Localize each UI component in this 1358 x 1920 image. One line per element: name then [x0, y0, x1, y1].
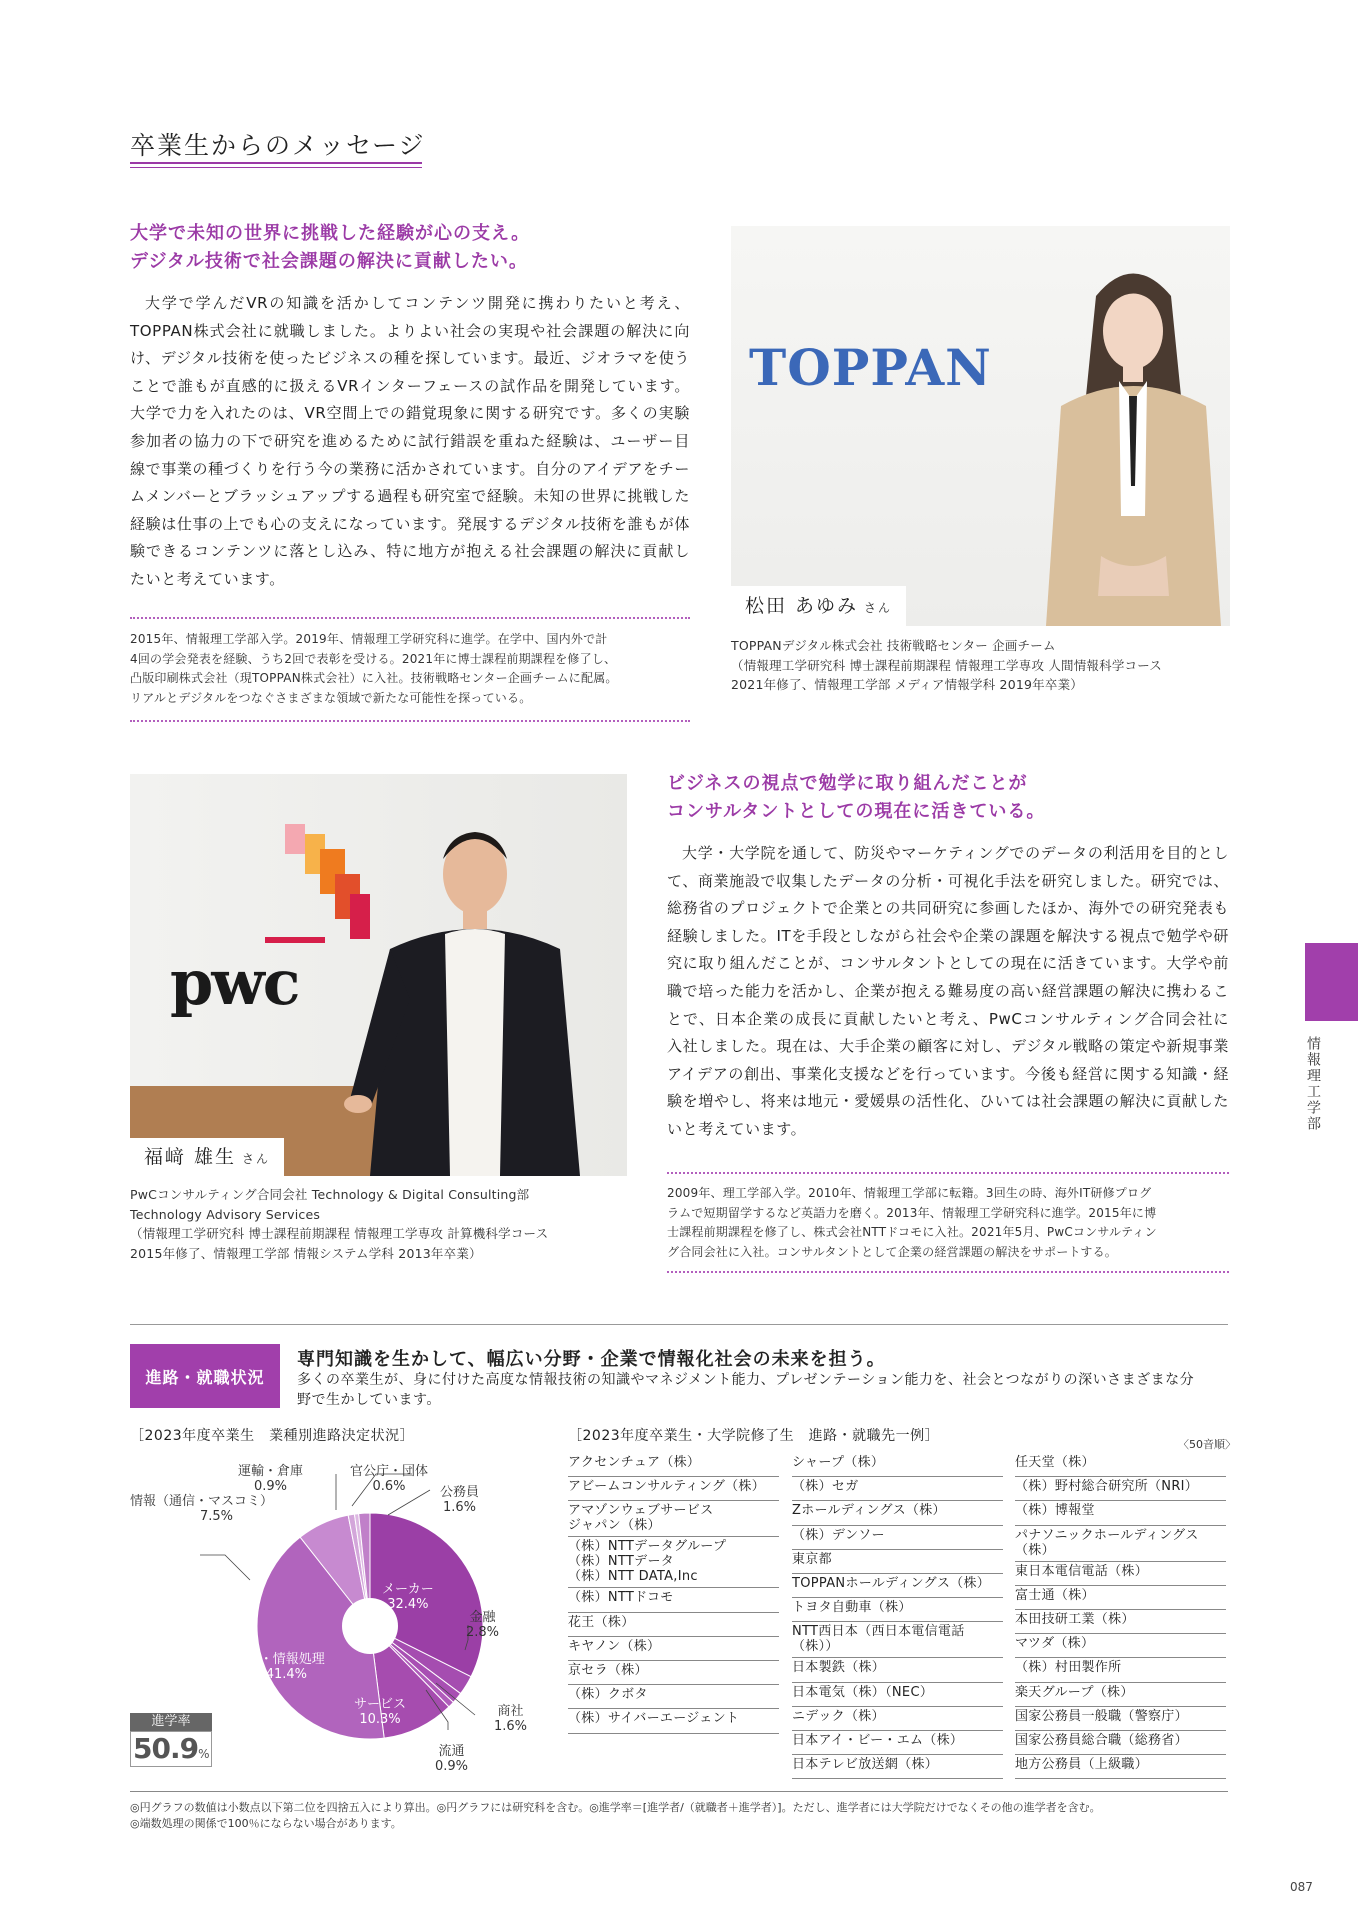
- company-item: （株）村田製作所: [1015, 1658, 1226, 1682]
- company-item: キヤノン（株）: [568, 1637, 779, 1661]
- affiliation-line: TOPPANデジタル株式会社 技術戦略センター 企画チーム: [731, 638, 1056, 653]
- bio-line: リアルとデジタルをつなぐさまざまな領域で新たな可能性を探っている。: [130, 690, 532, 705]
- bio-line: 4回の学会発表を経験、うち2回で表彰を受ける。2021年に博士課程前期課程を修了し、: [130, 651, 617, 666]
- company-item: Zホールディングス（株）: [792, 1501, 1003, 1525]
- company-item: シャープ（株）: [792, 1453, 1003, 1477]
- alumni-1-headline-line-1: 大学で未知の世界に挑戦した経験が心の支え。: [130, 223, 531, 244]
- title-underline-thin: [130, 167, 422, 168]
- pie-label-retail: [435, 1744, 468, 1774]
- company-item: （株）セガ: [792, 1477, 1003, 1501]
- company-item: （株）デンソー: [792, 1526, 1003, 1550]
- alumni-1-name: 松田 あゆみ: [745, 595, 859, 617]
- company-item: マツダ（株）: [1015, 1634, 1226, 1658]
- company-item: （株）クボタ: [568, 1685, 779, 1709]
- company-item: 地方公務員（上級職）: [1015, 1755, 1226, 1779]
- bio-line: 2009年、理工学部入学。2010年、情報理工学部に転籍。3回生の時、海外IT研修プログ: [667, 1186, 1152, 1200]
- slice-label-text: 情報（通信・マスコミ）: [130, 1494, 274, 1509]
- advancement-rate-label: 進学率: [130, 1713, 212, 1731]
- company-item: ニデック（株）: [792, 1707, 1003, 1731]
- slice-label-text: 金融: [469, 1610, 496, 1625]
- affiliation-line: Technology Advisory Services: [130, 1206, 321, 1222]
- company-item: （株）サイバーエージェント: [568, 1709, 779, 1733]
- alumni-2-divider-top: [667, 1172, 1229, 1174]
- alumni-2-affiliation: [130, 1185, 630, 1263]
- pie-label-it: [248, 1652, 325, 1682]
- alumni-2-nameplate: [130, 1138, 284, 1176]
- slice-label-text: サービス: [354, 1697, 407, 1712]
- company-item: アクセンチュア（株）: [568, 1453, 779, 1477]
- slice-label-text: 官公庁・団体: [350, 1464, 429, 1479]
- section-divider: [130, 1324, 1228, 1325]
- affiliation-line: 2021年修了、情報理工学部 メディア情報学科 2019年卒業）: [731, 677, 1083, 692]
- chart-title: ［2023年度卒業生 業種別進路決定状況］: [130, 1428, 415, 1444]
- bio-line: 2015年、情報理工学部入学。2019年、情報理工学研究科に進学。在学中、国内外で計: [130, 632, 608, 646]
- company-item: 日本製鉄（株）: [792, 1658, 1003, 1682]
- page-title: 卒業生からのメッセージ: [130, 131, 426, 160]
- company-item: （株）NTTドコモ: [568, 1588, 779, 1612]
- alumni-2-divider-bottom: [667, 1271, 1229, 1273]
- company-list-note: 〈50音順〉: [1178, 1438, 1236, 1451]
- bio-line: 凸版印刷株式会社（現TOPPAN株式会社）に入社。技術戦略センター企画チームに配属。: [130, 671, 618, 685]
- alumni-1-headline-line-2: デジタル技術で社会課題の解決に貢献したい。: [130, 251, 528, 272]
- career-description: 多くの卒業生が、身に付けた高度な情報技術の知識やマネジメント能力、プレゼンテーション能力を、社会とつながりの深いさまざまな分野で生かしています。: [297, 1372, 1195, 1408]
- bio-line: 士課程前期課程を修了し、株式会社NTTドコモに入社。2021年5月、PwCコンサルティン: [667, 1225, 1157, 1239]
- slice-value-text: 10.3%: [359, 1712, 401, 1727]
- person-portrait: [1041, 256, 1226, 626]
- company-item: （株）NTTデータグループ （株）NTTデータ （株）NTT DATA,Inc: [568, 1537, 779, 1588]
- slice-value-text: 41.4%: [265, 1667, 308, 1682]
- company-item: NTT西日本（西日本電信電話（株））: [792, 1622, 1003, 1658]
- footnote-divider: [130, 1791, 1228, 1792]
- advancement-rate-box: [130, 1713, 212, 1767]
- affiliation-line: PwCコンサルティング合同会社 Technology & Digital Consulting部: [130, 1187, 530, 1202]
- alumni-2-name: 福﨑 雄生: [144, 1146, 237, 1168]
- affiliation-line: 2015年修了、情報理工学部 情報システム学科 2013年卒業）: [130, 1245, 482, 1261]
- honorific: さん: [242, 1152, 271, 1166]
- pie-label-public: [440, 1485, 479, 1515]
- alumni-1-affiliation: [731, 636, 1231, 695]
- alumni-1-divider-top: [130, 617, 690, 619]
- pie-label-government: [350, 1464, 428, 1494]
- company-item: トヨタ自動車（株）: [792, 1598, 1003, 1622]
- company-item: 本田技研工業（株）: [1015, 1610, 1226, 1634]
- alumni-1-photo: [731, 226, 1230, 626]
- toppan-logo: TOPPAN: [749, 338, 992, 397]
- company-item: 日本アイ・ビー・エム（株）: [792, 1731, 1003, 1755]
- company-item: 京セラ（株）: [568, 1661, 779, 1685]
- footnote-line: ◎円グラフの数値は小数点以下第二位を四捨五入により算出。◎円グラフには研究科を含む。◎進学率＝[進学者/（就職者＋進学者）]。ただし、進学者には大学院だけでなくその他の進学者を含む。: [130, 1801, 1101, 1814]
- slice-value-text: 0.9%: [435, 1759, 469, 1774]
- section-tab-marker: [1305, 943, 1358, 1021]
- slice-value-text: 0.9%: [253, 1479, 288, 1494]
- footnotes: [130, 1800, 1101, 1832]
- company-column-1: [568, 1453, 779, 1734]
- company-item: TOPPANホールディングス（株）: [792, 1574, 1003, 1598]
- advancement-rate-value: [130, 1731, 212, 1767]
- company-item: 任天堂（株）: [1015, 1453, 1226, 1477]
- company-item: 国家公務員総合職（総務省）: [1015, 1731, 1226, 1755]
- company-item: 東京都: [792, 1550, 1003, 1574]
- slice-value-text: 1.6%: [442, 1500, 477, 1515]
- pie-label-info-media: [130, 1494, 273, 1524]
- side-label: 情報理工学部: [1305, 1036, 1321, 1132]
- alumni-2-headline: [667, 770, 1227, 826]
- pie-label-trading: [494, 1704, 527, 1734]
- slice-value-text: 0.6%: [372, 1479, 406, 1494]
- alumni-1-divider-bottom: [130, 720, 690, 722]
- company-column-2: [792, 1453, 1003, 1779]
- slice-value-text: 7.5%: [199, 1509, 234, 1524]
- bio-line: ラムで短期留学するなど英語力を磨く。2013年、情報理工学研究科に進学。2015年に博: [667, 1205, 1157, 1220]
- company-column-3: [1015, 1453, 1226, 1779]
- rate-unit: %: [198, 1747, 209, 1761]
- pie-label-maker: [382, 1582, 434, 1612]
- company-item: 楽天グループ（株）: [1015, 1683, 1226, 1707]
- company-item: パナソニックホールディングス（株）: [1015, 1526, 1226, 1562]
- affiliation-line: （情報理工学研究科 博士課程前期課程 情報理工学専攻 人間情報科学コース: [731, 657, 1162, 673]
- person-portrait: [330, 799, 610, 1176]
- alumni-2-headline-line-2: コンサルタントとしての現在に活きている。: [667, 801, 1046, 822]
- slice-value-text: 1.6%: [494, 1719, 528, 1734]
- alumni-1-bio: [130, 630, 700, 708]
- alumni-1-body: 大学で学んだVRの知識を活かしてコンテンツ開発に携わりたいと考え、TOPPAN株式会社に就職しました。よりよい社会の実現や社会課題の解決に向け、デジタル技術を使ったビジネスの種を探しています。最近、ジオラマを使うことで誰もが直感的に扱えるVRインターフェースの試作品を開発しています。大学で力を入れたのは、VR空間上での錯覚現象に関する研究です。多くの実験参加者の協力の下で研究を進めるために試行錯誤を重ねた経験は、ユーザー目線で事業の種づくりを行う今の業務に活かされています。自分のアイデアをチームメンバーとブラッシュアップする過程も研究室で経験。未知の世界に挑戦した経験は仕事の上でも心の支えになっています。発展するデジタル技術を誰もが体験できるコンテンツに落とし込み、特に地方が抱える社会課題の解決に貢献したいと考えています。: [130, 294, 690, 588]
- company-item: 東日本電信電話（株）: [1015, 1562, 1226, 1586]
- slice-label-text: 公務員: [440, 1485, 480, 1500]
- pie-leader-line: [200, 1555, 250, 1580]
- pie-label-finance: [466, 1610, 499, 1640]
- pie-label-service: [354, 1697, 406, 1727]
- company-item: 日本電気（株）（NEC）: [792, 1683, 1003, 1707]
- alumni-1-headline: [130, 220, 690, 276]
- pie-label-transport: [238, 1464, 303, 1494]
- alumni-2-headline-line-1: ビジネスの視点で勉学に取り組んだことが: [667, 773, 1028, 794]
- alumni-2-bio: [667, 1184, 1237, 1262]
- bio-line: グ合同会社に入社。コンサルタントとして企業の経営課題の解決をサポートする。: [667, 1244, 1117, 1259]
- affiliation-line: （情報理工学研究科 博士課程前期課程 情報理工学専攻 計算機科学コース: [130, 1226, 549, 1241]
- alumni-1-nameplate: [731, 586, 906, 626]
- alumni-2-photo: [130, 774, 627, 1176]
- company-item: 花王（株）: [568, 1613, 779, 1637]
- pwc-logo: pwc: [170, 946, 299, 1019]
- alumni-2-body: 大学・大学院を通して、防災やマーケティングでのデータの利活用を目的として、商業施設で収集したデータの分析・可視化手法を研究しました。研究では、総務省のプロジェクトで企業との共同研究に参画したほか、海外での研究発表も経験しました。ITを手段としながら社会や企業の課題を解決する視点で勉学や研究に取り組んだことが、コンサルタントとしての現在に活きています。大学や前職で培った能力を活かし、企業が抱える難易度の高い経営課題の解決に携わることで、日本企業の成長に貢献したいと考え、PwCコンサルティング合同会社に入社しました。現在は、大手企業の顧客に対し、デジタル戦略の策定や新規事業アイデアの創出、事業化支援などを行っています。今後も経営に関する知識・経験を増やし、将来は地元・愛媛県の活性化、ひいては社会課題の解決に貢献したいと考えています。: [667, 844, 1229, 1138]
- slice-label-text: 流通: [438, 1744, 465, 1759]
- slice-label-text: メーカー: [382, 1582, 434, 1597]
- slice-label-text: 商社: [497, 1704, 524, 1719]
- company-item: （株）野村総合研究所（NRI）: [1015, 1477, 1226, 1501]
- company-item: 富士通（株）: [1015, 1586, 1226, 1610]
- slice-label-text: 運輸・倉庫: [238, 1464, 304, 1479]
- company-item: （株）博報堂: [1015, 1501, 1226, 1525]
- title-underline: [130, 162, 422, 164]
- footnote-line: ◎端数処理の関係で100％にならない場合があります。: [130, 1817, 402, 1830]
- career-headline: 専門知識を生かして、幅広い分野・企業で情報化社会の未来を担う。: [297, 1349, 886, 1370]
- career-badge: 進路・就職状況: [130, 1344, 280, 1408]
- honorific: さん: [864, 601, 893, 615]
- slice-value-text: 32.4%: [387, 1597, 429, 1612]
- rate-number: 50.9: [133, 1732, 199, 1765]
- page-number: 087: [1290, 1880, 1313, 1894]
- company-item: アマゾンウェブサービス ジャパン（株）: [568, 1501, 779, 1537]
- company-item: 日本テレビ放送網（株）: [792, 1755, 1003, 1779]
- slice-label-text: IT・情報処理: [248, 1652, 325, 1667]
- slice-value-text: 2.8%: [466, 1625, 500, 1640]
- company-item: 国家公務員一般職（警察庁）: [1015, 1707, 1226, 1731]
- company-item: アビームコンサルティング（株）: [568, 1477, 779, 1501]
- company-list-title: ［2023年度卒業生・大学院修了生 進路・就職先一例］: [568, 1428, 940, 1444]
